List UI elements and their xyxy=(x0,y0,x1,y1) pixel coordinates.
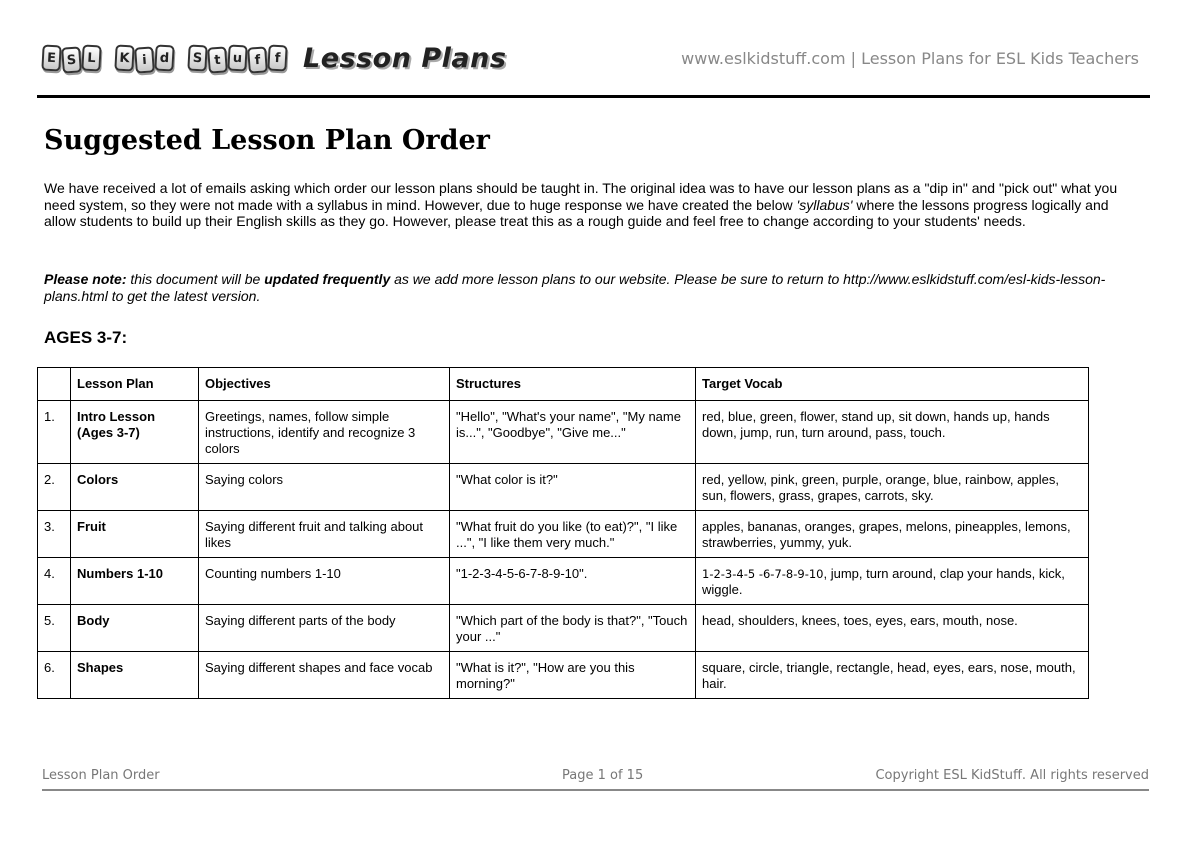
footer-divider xyxy=(42,789,1149,791)
logo-tile: d xyxy=(154,45,174,72)
intro-italic: 'syllabus' xyxy=(796,196,853,213)
header-objectives: Objectives xyxy=(199,368,450,401)
table-row xyxy=(38,401,1089,464)
row-target-vocab: red, blue, green, flower, stand up, sit down, hands up, hands down, jump, run, turn around, pass, touch. xyxy=(696,401,1089,464)
row-objectives: Saying colors xyxy=(199,464,450,511)
section-heading: AGES 3-7: xyxy=(44,328,128,347)
row-structures: "Hello", "What's your name", "My name is...", "Goodbye", "Give me..." xyxy=(450,401,696,464)
table-row xyxy=(38,511,1089,558)
row-number: 3. xyxy=(38,511,71,558)
site-logo xyxy=(42,40,506,76)
vocab-rest: , jump, turn around, clap your hands, kick, wiggle. xyxy=(702,566,1065,597)
note-text-end: as we add more lesson plans to our website. Please be sure to return to http://www.eslkidstuff.com/esl-kids-lesson-plans.html to get the latest version. xyxy=(44,271,1106,304)
row-target-vocab: apples, bananas, oranges, grapes, melons, pineapples, lemons, strawberries, yummy, yuk. xyxy=(696,511,1089,558)
note-bold: updated frequently xyxy=(264,271,391,287)
logo-tile: u xyxy=(227,45,247,72)
logo-tiles xyxy=(42,45,287,71)
row-target-vocab: head, shoulders, knees, toes, eyes, ears, mouth, nose. xyxy=(696,605,1089,652)
logo-tile: K xyxy=(114,45,134,72)
footer-doc-name: Lesson Plan Order xyxy=(42,768,160,783)
footer-copyright: Copyright ESL KidStuff. All rights reserved xyxy=(875,768,1149,783)
intro-text-end: where the lessons progress logically and allow students to build up their English skills as they go. However, please treat this as a rough guide and feel free to change according to your students' needs. xyxy=(44,196,1109,229)
vocab-number-sequence: 1-2-3-4-5 -6-7-8-9-10 xyxy=(702,567,824,581)
row-lesson-plan: Numbers 1-10 xyxy=(71,558,199,605)
row-objectives: Greetings, names, follow simple instructions, identify and recognize 3 colors xyxy=(199,401,450,464)
header-structures: Structures xyxy=(450,368,696,401)
row-objectives: Counting numbers 1-10 xyxy=(199,558,450,605)
row-lesson-plan: Fruit xyxy=(71,511,199,558)
footer-page-number: Page 1 of 15 xyxy=(562,768,644,783)
logo-word-stuff xyxy=(188,45,287,71)
row-lesson-plan: Colors xyxy=(71,464,199,511)
table-header-row xyxy=(38,368,1089,401)
note-paragraph xyxy=(44,271,1144,305)
row-structures: "What color is it?" xyxy=(450,464,696,511)
note-label: Please note: xyxy=(44,271,127,287)
row-number: 2. xyxy=(38,464,71,511)
logo-word-esl xyxy=(42,45,101,71)
logo-tile: S xyxy=(187,45,207,72)
intro-paragraph xyxy=(44,180,1144,230)
row-structures: "What fruit do you like (to eat)?", "I like ...", "I like them very much." xyxy=(450,511,696,558)
row-number: 4. xyxy=(38,558,71,605)
lesson-plan-table xyxy=(37,367,1089,699)
header-lesson-plan: Lesson Plan xyxy=(71,368,199,401)
row-target-vocab: square, circle, triangle, rectangle, head, eyes, ears, nose, mouth, hair. xyxy=(696,652,1089,699)
table-row xyxy=(38,652,1089,699)
logo-tile: E xyxy=(41,45,61,72)
header-divider xyxy=(37,95,1150,98)
logo-tile: t xyxy=(207,46,228,73)
logo-tile: f xyxy=(267,45,287,72)
row-number: 5. xyxy=(38,605,71,652)
row-lesson-plan: Shapes xyxy=(71,652,199,699)
row-structures: "Which part of the body is that?", "Touch your ..." xyxy=(450,605,696,652)
logo-tile: L xyxy=(81,45,101,72)
intro-text: We have received a lot of emails asking which order our lesson plans should be taught in. The original idea was to have our lesson plans as a "dip in" and "pick out" what you need system, so they were not made with a syllabus in mind. However, due to huge response we have created the below xyxy=(44,180,1118,213)
header-target-vocab: Target Vocab xyxy=(696,368,1089,401)
row-lesson-plan: Intro Lesson (Ages 3-7) xyxy=(71,401,199,464)
logo-tile: S xyxy=(61,46,82,73)
row-target-vocab: red, yellow, pink, green, purple, orange, blue, rainbow, apples, sun, flowers, grass, grapes, carrots, sky. xyxy=(696,464,1089,511)
row-structures: "What is it?", "How are you this morning?" xyxy=(450,652,696,699)
note-text: this document will be xyxy=(126,271,265,287)
logo-word-kid xyxy=(115,45,174,71)
row-target-vocab xyxy=(696,558,1089,605)
logo-tile: i xyxy=(134,46,155,73)
table-row xyxy=(38,605,1089,652)
logo-tile: f xyxy=(247,46,268,73)
header-number xyxy=(38,368,71,401)
logo-title: Lesson Plans xyxy=(303,42,507,74)
row-objectives: Saying different fruit and talking about likes xyxy=(199,511,450,558)
table-row xyxy=(38,464,1089,511)
row-number: 1. xyxy=(38,401,71,464)
row-structures: "1-2-3-4-5-6-7-8-9-10". xyxy=(450,558,696,605)
row-objectives: Saying different shapes and face vocab xyxy=(199,652,450,699)
header-tagline: www.eslkidstuff.com | Lesson Plans for ESL Kids Teachers xyxy=(681,49,1139,68)
row-number: 6. xyxy=(38,652,71,699)
row-lesson-plan: Body xyxy=(71,605,199,652)
page-title: Suggested Lesson Plan Order xyxy=(44,125,490,156)
row-objectives: Saying different parts of the body xyxy=(199,605,450,652)
table-row xyxy=(38,558,1089,605)
